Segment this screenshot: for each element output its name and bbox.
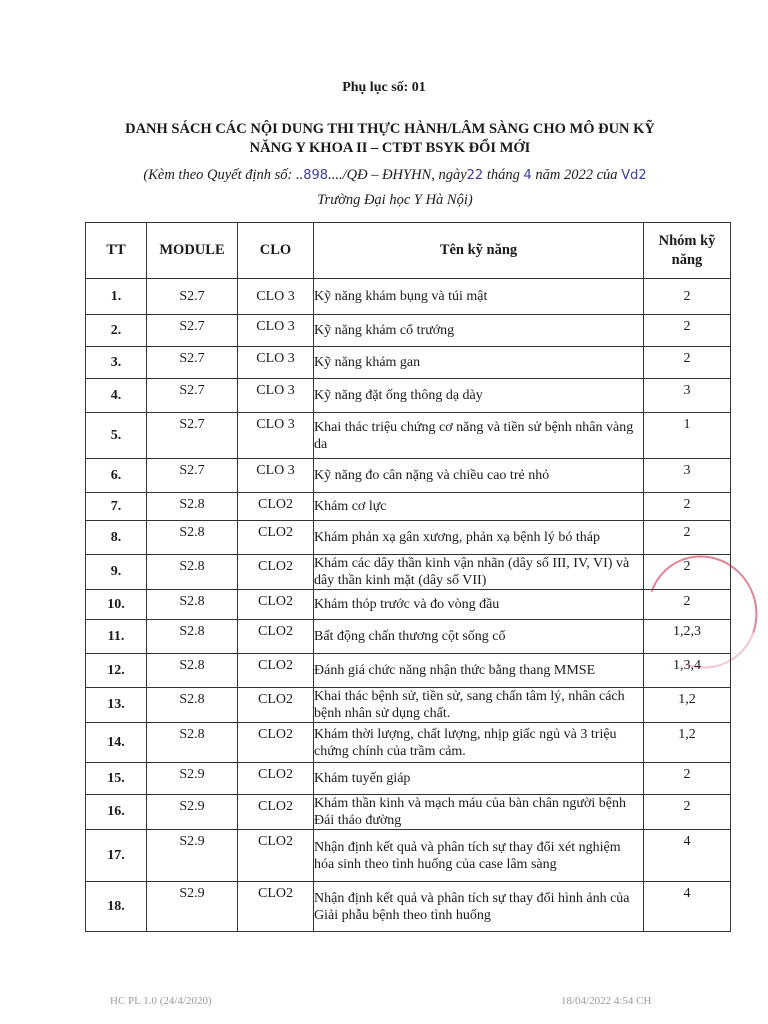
row-clo: CLO2 (238, 723, 314, 763)
row-skill-name: Khám tuyến giáp (314, 763, 644, 795)
table-row (86, 521, 731, 555)
row-skill-group: 2 (644, 279, 731, 315)
row-skill-group: 2 (644, 590, 731, 620)
row-module: S2.7 (147, 413, 238, 459)
header-tt: TT (86, 223, 147, 279)
row-skill-name: Khám thóp trước và đo vòng đầu (314, 590, 644, 620)
row-number: 5. (86, 413, 147, 459)
row-clo: CLO2 (238, 555, 314, 590)
row-skill-name: Bất động chấn thương cột sống cổ (314, 620, 644, 654)
row-skill-group: 2 (644, 521, 731, 555)
row-skill-group: 1,3,4 (644, 654, 731, 688)
handwritten-signature-mark: Vd2 (621, 168, 647, 183)
row-clo: CLO2 (238, 590, 314, 620)
row-skill-group: 1 (644, 413, 731, 459)
decision-reference-line2: Trường Đại học Y Hà Nội) (317, 192, 473, 208)
header-clo: CLO (238, 223, 314, 279)
row-number: 17. (86, 830, 147, 882)
decision-month: 4 (523, 168, 532, 183)
skills-table (85, 222, 731, 932)
appendix-label: Phụ lục số: 01 (342, 80, 426, 95)
header-skill-group: Nhóm kỹ năng (644, 223, 731, 279)
row-module: S2.7 (147, 279, 238, 315)
row-module: S2.8 (147, 555, 238, 590)
row-number: 10. (86, 590, 147, 620)
row-number: 2. (86, 315, 147, 347)
row-module: S2.7 (147, 379, 238, 413)
row-skill-name: Khám thần kinh và mạch máu của bàn chân người bệnh Đái tháo đường (314, 795, 644, 830)
row-module: S2.8 (147, 688, 238, 723)
row-skill-group: 2 (644, 493, 731, 521)
row-clo: CLO2 (238, 493, 314, 521)
decision-number: 898 (303, 168, 329, 183)
table-row (86, 347, 731, 379)
row-skill-name: Nhận định kết quả và phân tích sự thay đổi hình ảnh của Giải phẫu bệnh theo tình huống (314, 882, 644, 932)
table-row (86, 555, 731, 590)
table-row (86, 315, 731, 347)
footer-form-code: HC PL 1.0 (24/4/2020) (110, 995, 212, 1007)
row-module: S2.8 (147, 620, 238, 654)
row-module: S2.7 (147, 315, 238, 347)
decision-middle: ..../QĐ – ĐHYHN, ngày (328, 167, 467, 183)
table-row (86, 763, 731, 795)
table-row (86, 459, 731, 493)
header-module: MODULE (147, 223, 238, 279)
row-module: S2.9 (147, 763, 238, 795)
row-clo: CLO 3 (238, 315, 314, 347)
row-clo: CLO2 (238, 830, 314, 882)
decision-year: năm 2022 của (531, 167, 622, 183)
row-module: S2.8 (147, 521, 238, 555)
row-module: S2.7 (147, 347, 238, 379)
row-clo: CLO 3 (238, 279, 314, 315)
row-skill-name: Nhận định kết quả và phân tích sự thay đổi xét nghiệm hóa sinh theo tình huống của case lâm sàng (314, 830, 644, 882)
row-number: 13. (86, 688, 147, 723)
row-skill-group: 2 (644, 555, 731, 590)
row-number: 14. (86, 723, 147, 763)
table-row (86, 830, 731, 882)
row-skill-name: Khai thác triệu chứng cơ năng và tiền sử bệnh nhân vàng da (314, 413, 644, 459)
row-number: 15. (86, 763, 147, 795)
row-skill-name: Khám phản xạ gân xương, phản xạ bệnh lý bó tháp (314, 521, 644, 555)
row-clo: CLO 3 (238, 413, 314, 459)
table-row (86, 620, 731, 654)
row-number: 11. (86, 620, 147, 654)
table-row (86, 413, 731, 459)
table-row (86, 493, 731, 521)
row-number: 12. (86, 654, 147, 688)
row-clo: CLO2 (238, 521, 314, 555)
table-row (86, 379, 731, 413)
decision-reference (70, 163, 720, 213)
row-clo: CLO 3 (238, 347, 314, 379)
table-row (86, 723, 731, 763)
document-title-line1: DANH SÁCH CÁC NỘI DUNG THI THỰC HÀNH/LÂM SÀNG CHO MÔ ĐUN KỸ (125, 121, 655, 137)
row-number: 9. (86, 555, 147, 590)
row-number: 8. (86, 521, 147, 555)
decision-month-label: tháng (483, 167, 524, 183)
document-title (80, 120, 700, 158)
table-row (86, 882, 731, 932)
row-number: 6. (86, 459, 147, 493)
row-skill-group: 4 (644, 830, 731, 882)
row-skill-group: 3 (644, 459, 731, 493)
row-module: S2.9 (147, 882, 238, 932)
row-skill-group: 1,2,3 (644, 620, 731, 654)
row-skill-name: Khám thời lượng, chất lượng, nhịp giấc ngủ và 3 triệu chứng chính của trầm cảm. (314, 723, 644, 763)
table-row (86, 279, 731, 315)
row-number: 7. (86, 493, 147, 521)
row-clo: CLO2 (238, 688, 314, 723)
decision-prefix: (Kèm theo Quyết định số: .. (143, 167, 304, 183)
row-clo: CLO2 (238, 763, 314, 795)
row-module: S2.8 (147, 723, 238, 763)
row-module: S2.7 (147, 459, 238, 493)
row-skill-group: 1,2 (644, 723, 731, 763)
row-skill-name: Kỹ năng khám bụng và túi mật (314, 279, 644, 315)
table-row (86, 688, 731, 723)
row-skill-name: Kỹ năng đặt ống thông dạ dày (314, 379, 644, 413)
row-clo: CLO2 (238, 882, 314, 932)
row-skill-group: 1,2 (644, 688, 731, 723)
decision-reference-line1 (70, 163, 720, 188)
row-clo: CLO2 (238, 795, 314, 830)
row-clo: CLO2 (238, 620, 314, 654)
row-skill-name: Kỹ năng đo cân nặng và chiều cao trẻ nhỏ (314, 459, 644, 493)
table-header-row (86, 223, 731, 279)
decision-day: 22 (466, 168, 484, 183)
row-skill-group: 4 (644, 882, 731, 932)
row-module: S2.8 (147, 493, 238, 521)
row-clo: CLO 3 (238, 379, 314, 413)
row-module: S2.8 (147, 654, 238, 688)
row-module: S2.8 (147, 590, 238, 620)
table-row (86, 654, 731, 688)
row-number: 16. (86, 795, 147, 830)
row-skill-group: 2 (644, 795, 731, 830)
row-skill-group: 3 (644, 379, 731, 413)
row-module: S2.9 (147, 795, 238, 830)
row-skill-group: 2 (644, 315, 731, 347)
row-skill-name: Khám các dây thần kinh vận nhãn (dây số III, IV, VI) và dây thần kinh mặt (dây số VII) (314, 555, 644, 590)
row-number: 18. (86, 882, 147, 932)
header-skill-name: Tên kỹ năng (314, 223, 644, 279)
row-number: 1. (86, 279, 147, 315)
row-skill-name: Khám cơ lực (314, 493, 644, 521)
row-skill-group: 2 (644, 347, 731, 379)
row-number: 4. (86, 379, 147, 413)
row-number: 3. (86, 347, 147, 379)
row-clo: CLO 3 (238, 459, 314, 493)
row-skill-group: 2 (644, 763, 731, 795)
row-clo: CLO2 (238, 654, 314, 688)
footer-timestamp: 18/04/2022 4:54 CH (561, 995, 652, 1007)
document-title-line2: NĂNG Y KHOA II – CTĐT BSYK ĐỔI MỚI (249, 140, 531, 156)
row-skill-name: Khai thác bệnh sử, tiền sử, sang chấn tâm lý, nhân cách bệnh nhân sử dụng chất. (314, 688, 644, 723)
row-skill-name: Kỹ năng khám gan (314, 347, 644, 379)
table-row (86, 590, 731, 620)
row-module: S2.9 (147, 830, 238, 882)
row-skill-name: Kỹ năng khám cổ trướng (314, 315, 644, 347)
row-skill-name: Đánh giá chức năng nhận thức bằng thang MMSE (314, 654, 644, 688)
table-row (86, 795, 731, 830)
